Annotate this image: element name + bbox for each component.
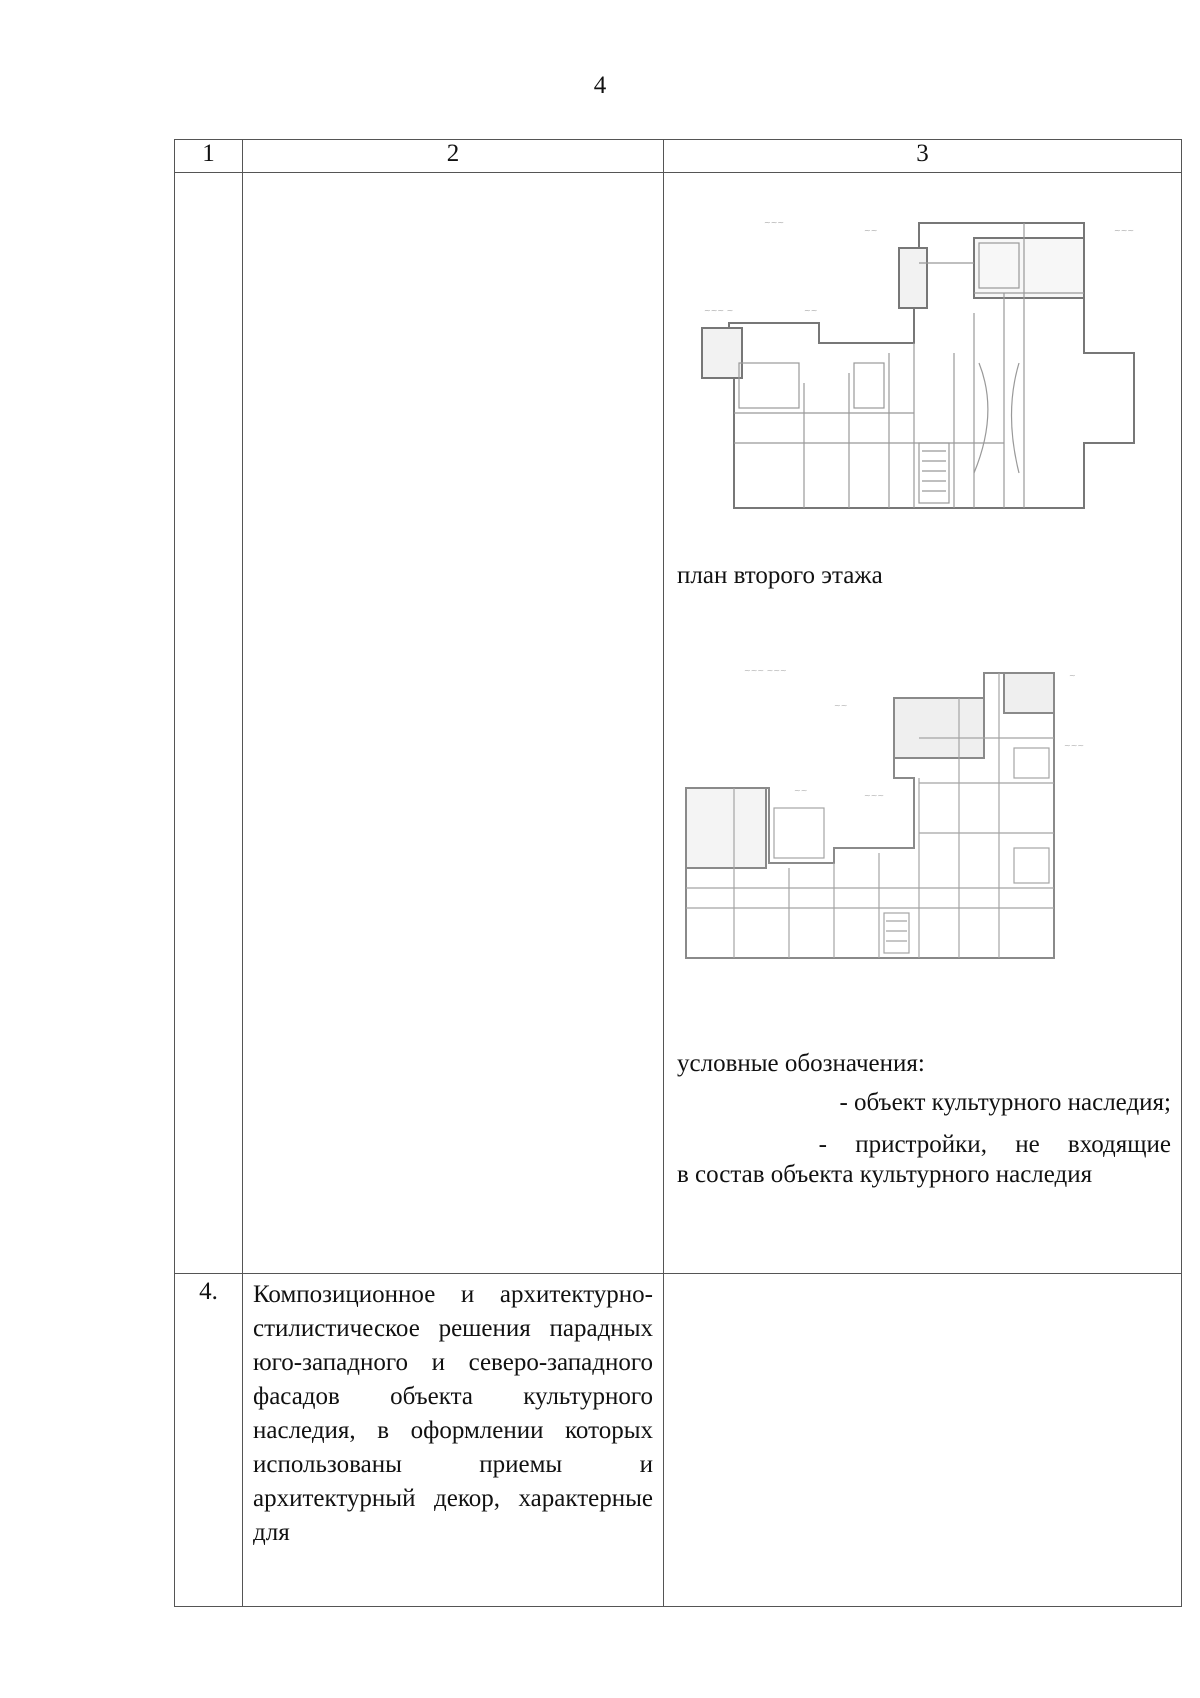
svg-text:~~: ~~ <box>794 786 808 795</box>
svg-text:~~~ ~: ~~~ ~ <box>704 306 734 315</box>
svg-text:~~: ~~ <box>804 306 818 315</box>
empty-description-cell <box>243 173 664 1274</box>
legend-item-annex-line-2: в состав объекта культурного наследия <box>677 1161 1093 1188</box>
svg-text:~: ~ <box>1069 671 1076 680</box>
svg-text:~~: ~~ <box>834 701 848 710</box>
empty-number-cell <box>175 173 243 1274</box>
document-table <box>174 139 1182 1607</box>
table-header-row <box>175 140 1182 173</box>
row-4-empty-cell <box>664 1274 1182 1607</box>
legend-item-heritage: - объект культурного наследия; <box>839 1089 1171 1116</box>
svg-text:~~~: ~~~ <box>1114 226 1135 235</box>
second-floor-plan-drawing <box>674 213 1174 533</box>
table-row-4 <box>175 1274 1182 1607</box>
table-row-plans <box>175 173 1182 1274</box>
svg-text:~~~: ~~~ <box>1064 741 1085 750</box>
svg-text:~~~: ~~~ <box>864 791 885 800</box>
header-col-3: 3 <box>664 140 1182 173</box>
row-description: Композиционное и архитектурно-стилистическое решения парадных юго-западного и северо-западного фасадов объекта культурного наследия, в оформлении которых использованы приемы и архитектурный декор, характерные для <box>243 1274 664 1607</box>
row-number: 4. <box>175 1274 243 1607</box>
page-number: 4 <box>593 72 607 99</box>
plan-caption: план второго этажа <box>677 562 883 589</box>
svg-text:~~~: ~~~ <box>764 218 785 227</box>
plans-cell <box>664 173 1182 1274</box>
legend-item-annex-line-1: - пристройки, не входящие <box>818 1131 1171 1158</box>
svg-text:~~~ ~~~: ~~~ ~~~ <box>744 666 787 675</box>
legend-title: условные обозначения: <box>677 1050 925 1077</box>
header-col-2: 2 <box>243 140 664 173</box>
floor-plan-drawing <box>674 638 1174 978</box>
svg-text:~~: ~~ <box>864 226 878 235</box>
header-col-1: 1 <box>175 140 243 173</box>
